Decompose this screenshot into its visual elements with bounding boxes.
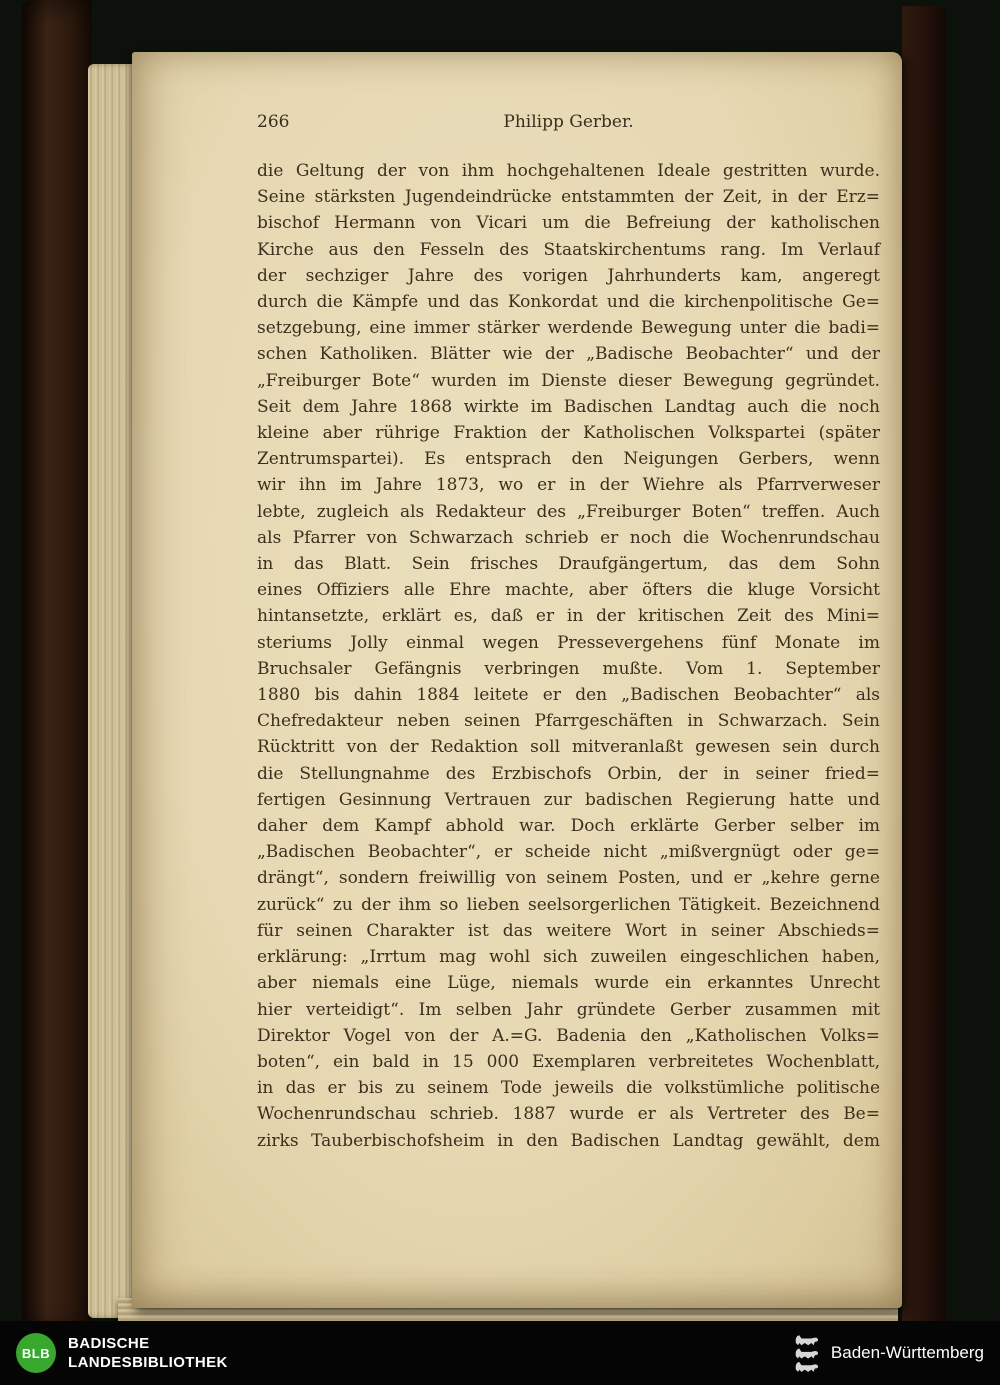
text-line: Wochenrundschau schrieb. 1887 wurde er als Vertreter des Be= [257, 1104, 880, 1125]
text-line: Bruchsaler Gefängnis verbringen mußte. Vom 1. September [257, 658, 880, 679]
text-line: 1880 bis dahin 1884 leitete er den „Badischen Beobachter“ als [257, 685, 880, 706]
text-line: hier verteidigt“. Im selben Jahr gründete Gerber zusammen mit [257, 999, 880, 1020]
text-line: hintansetzte, erklärt es, daß er in der kritischen Zeit des Mini= [257, 606, 880, 627]
text-line: die Geltung der von ihm hochgehaltenen Ideale gestritten wurde. [257, 161, 880, 181]
text-line: zirks Tauberbischofsheim in den Badischen Landtag gewählt, dem [257, 1130, 880, 1151]
book-spine [22, 0, 92, 1332]
text-line: Direktor Vogel von der A.=G. Badenia den „Katholischen Volks= [257, 1025, 880, 1046]
region-name: Baden-Württemberg [830, 1343, 984, 1362]
text-line: daher dem Kampf abhold war. Doch erklärte Gerber selber im [257, 816, 880, 837]
library-name-line1: BADISCHE [68, 1334, 150, 1352]
text-line: zurück“ zu der ihm so lieben seelsorgerlichen Tätigkeit. Bezeichnend [257, 894, 880, 915]
text-line: Chefredakteur neben seinen Pfarrgeschäften in Schwarzach. Sein [257, 711, 880, 732]
text-line: drängt“, sondern freiwillig von seinem Posten, und er „kehre gerne [257, 868, 880, 889]
text-line: „Badischen Beobachter“, er scheide nicht „mißvergnügt oder ge= [257, 842, 880, 863]
text-line: setzgebung, eine immer stärker werdende Bewegung unter die badi= [257, 318, 880, 339]
library-branding [16, 1333, 228, 1373]
text-line: erklärung: „Irrtum mag wohl sich zuweilen eingeschlichen haben, [257, 947, 880, 968]
text-line: aber niemals eine Lüge, niemals wurde ein erkanntes Unrecht [257, 973, 880, 994]
page-number: 266 [257, 112, 290, 132]
text-line: boten“, ein bald in 15 000 Exemplaren verbreitetes Wochenblatt, [257, 1051, 880, 1072]
text-line: in das er bis zu seinem Tode jeweils die volkstümliche politische [257, 1078, 880, 1099]
text-line: Zentrumspartei). Es entsprach den Neigungen Gerbers, wenn [257, 449, 880, 470]
text-line: bischof Hermann von Vicari um die Befreiung der katholischen [257, 213, 880, 234]
page-content [257, 112, 880, 1154]
text-line: eines Offiziers alle Ehre machte, aber öfters die kluge Vorsicht [257, 580, 880, 601]
book-page [132, 52, 902, 1308]
viewer-footer [0, 1321, 1000, 1385]
text-line: kleine aber rührige Fraktion der Katholischen Volkspartei (später [257, 423, 880, 444]
text-line: durch die Kämpfe und das Konkordat und die kirchenpolitische Ge= [257, 292, 880, 313]
text-line: Seine stärksten Jugendeindrücke entstammten der Zeit, in der Erz= [257, 187, 880, 208]
page-body-text [257, 158, 880, 1154]
running-header [257, 112, 880, 138]
text-line: Rücktritt von der Redaktion soll mitveranlaßt gewesen sein durch [257, 737, 880, 758]
library-name [68, 1334, 228, 1373]
page-stack-left-edge [88, 64, 134, 1318]
three-lions-coat-of-arms-icon [793, 1333, 821, 1373]
text-line: Kirche aus den Fesseln des Staatskirchentums rang. Im Verlauf [257, 239, 880, 260]
text-line: steriums Jolly einmal wegen Pressevergehens fünf Monate im [257, 632, 880, 653]
text-line: schen Katholiken. Blätter wie der „Badische Beobachter“ und der [257, 344, 880, 365]
text-line: die Stellungnahme des Erzbischofs Orbin, der in seiner fried= [257, 763, 880, 784]
book-cover-right-edge [902, 6, 946, 1328]
library-name-line2: LANDESBIBLIOTHEK [68, 1354, 228, 1371]
text-line: Seit dem Jahre 1868 wirkte im Badischen Landtag auch die noch [257, 396, 880, 417]
text-line: „Freiburger Bote“ wurden im Dienste dieser Bewegung gegründet. [257, 370, 880, 391]
running-title: Philipp Gerber. [503, 112, 634, 132]
text-line: in das Blatt. Sein frisches Draufgängertum, das dem Sohn [257, 554, 880, 575]
text-line: wir ihn im Jahre 1873, wo er in der Wiehre als Pfarrverweser [257, 475, 880, 496]
text-line: fertigen Gesinnung Vertrauen zur badischen Regierung hatte und [257, 789, 880, 810]
text-line: lebte, zugleich als Redakteur des „Freiburger Boten“ treffen. Auch [257, 501, 880, 522]
text-line: als Pfarrer von Schwarzach schrieb er noch die Wochenrundschau [257, 527, 880, 548]
blb-logo-icon: BLB [16, 1333, 56, 1373]
region-branding [793, 1333, 984, 1373]
text-line: der sechziger Jahre des vorigen Jahrhunderts kam, angeregt [257, 265, 880, 286]
text-line: für seinen Charakter ist das weitere Wort in seiner Abschieds= [257, 920, 880, 941]
